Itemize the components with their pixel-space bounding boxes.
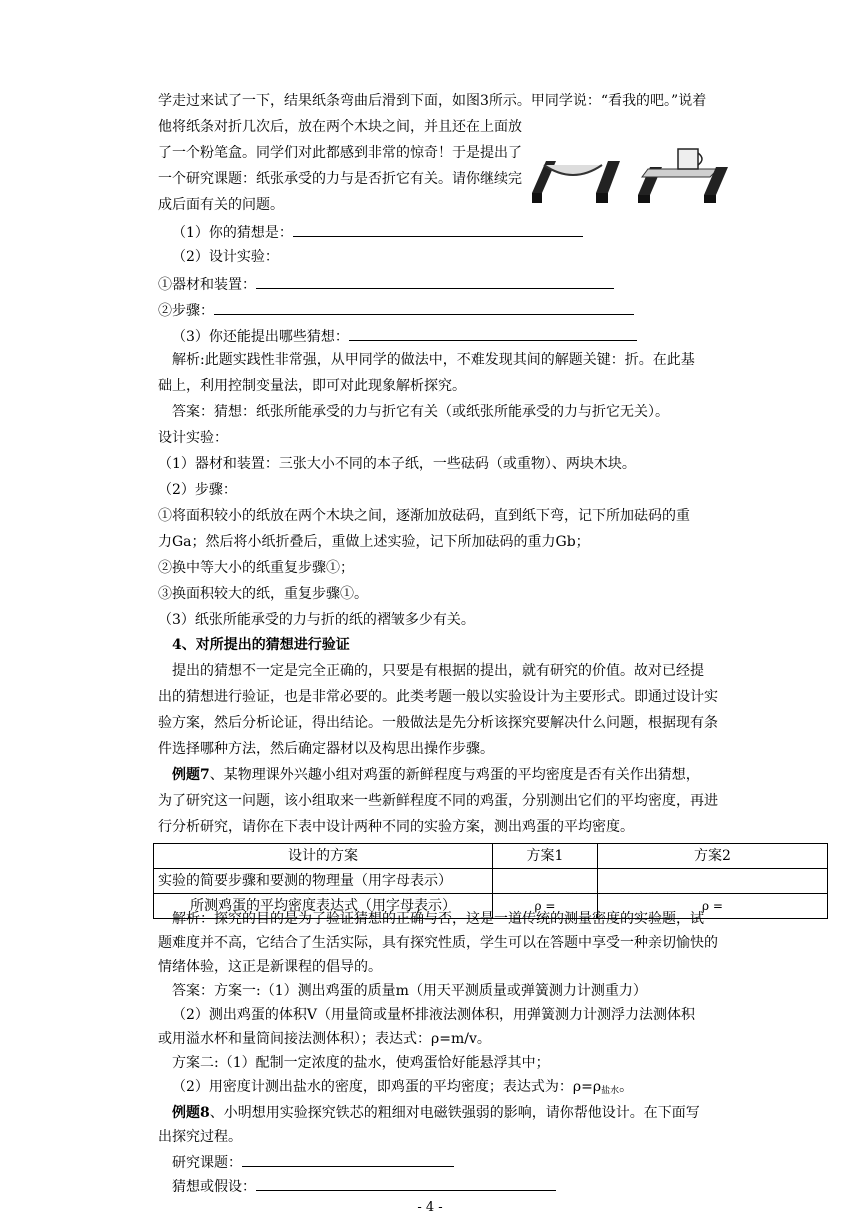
answer-blank-guess[interactable] <box>293 218 583 237</box>
example-8-text: 、小明想用实验探究铁芯的粗细对电磁铁强弱的影响，请你帮他设计。在下面写 <box>209 1105 700 1121</box>
table-cell: 实验的简要步骤和要测的物理量（用字母表示） <box>154 869 493 894</box>
analysis-1-step-2: ②换中等大小的纸重复步骤①； <box>158 560 354 576</box>
figure-3-illustration <box>528 145 738 205</box>
intro-line-3: 了一个粉笔盒。同学们对此都感到非常的惊奇！于是提出了 <box>158 145 522 161</box>
section-4-heading: 4、对所提出的猜想进行验证 <box>172 637 350 653</box>
answer-blank-steps[interactable] <box>214 296 634 315</box>
analysis-2-plan-2-a: 方案二:（1）配制一定浓度的盐水，使鸡蛋恰好能悬浮其中； <box>172 1055 550 1071</box>
section-4-para-1: 提出的猜想不一定是完全正确的，只要是有根据的提出，就有研究的价值。故对已经提 <box>172 663 704 679</box>
analysis-1-design: 设计实验： <box>158 430 228 446</box>
analysis-1-line-1: 解析:此题实践性非常强，从甲同学的做法中，不难发现其间的解题关键：折。在此基 <box>172 352 695 368</box>
analysis-2-plan-1-c: 或用溢水杯和量筒间接法测体积）；表达式：ρ=m/v。 <box>158 1031 491 1047</box>
table-header-cell: 方案2 <box>598 844 828 869</box>
plan-2-text: （2）用密度计测出盐水的密度，即鸡蛋的平均密度；表达式为：ρ=ρ <box>172 1079 602 1095</box>
analysis-1-equipment: （1）器材和装置：三张大小不同的本子纸，一些砝码（或重物）、两块木块。 <box>158 456 636 472</box>
question-2a-label: ①器材和装置： <box>158 277 256 293</box>
table-cell[interactable]: ρ = <box>598 894 828 919</box>
intro-line-5: 成后面有关的问题。 <box>158 197 284 213</box>
analysis-2-plan-1-b: （2）测出鸡蛋的体积V（用量筒或量杯排液法测体积，用弹簧测力计测浮力法测体积 <box>172 1007 696 1023</box>
answer-blank-hypothesis[interactable] <box>256 1172 556 1191</box>
plan-2-end: 。 <box>619 1079 634 1095</box>
analysis-1-steps-label: （2）步骤： <box>158 482 237 498</box>
table-cell-input[interactable] <box>493 869 598 894</box>
analysis-1-step-1a: ①将面积较小的纸放在两个木块之间，逐渐加放砝码，直到纸下弯，记下所加砝码的重 <box>158 508 690 524</box>
hypothesis-label: 猜想或假设： <box>172 1179 256 1195</box>
example-7-line-1 <box>172 762 700 788</box>
question-2: （2）设计实验： <box>172 249 279 265</box>
analysis-1-step-3: ③换面积较大的纸，重复步骤①。 <box>158 586 368 602</box>
hypothesis <box>172 1172 556 1198</box>
table-cell-input[interactable] <box>598 869 828 894</box>
example-8-label: 例题8 <box>172 1105 210 1121</box>
table-row <box>154 869 828 894</box>
research-topic <box>172 1148 454 1174</box>
question-2b-label: ②步骤： <box>158 303 214 319</box>
section-4-para-2: 出的猜想进行验证，也是非常必要的。此类考题一般以实验设计为主要形式。即通过设计实 <box>158 689 718 705</box>
table-cell[interactable]: ρ = <box>493 894 598 919</box>
analysis-2-line-1: 解析：探究的目的是为了验证猜想的正确与否，这是一道传统的测量密度的实验题，试 <box>172 911 704 927</box>
question-3 <box>172 322 637 348</box>
table-header-cell: 设计的方案 <box>154 844 493 869</box>
analysis-2-plan-2-b <box>172 1074 633 1100</box>
question-1 <box>172 218 583 244</box>
example-7-label: 例题7 <box>172 767 210 783</box>
page-number: - 4 - <box>417 1200 443 1215</box>
analysis-2-plan-1-a: 答案：方案一:（1）测出鸡蛋的质量m（用天平测质量或弹簧测力计测重力） <box>172 983 647 999</box>
table-header-row <box>154 844 828 869</box>
intro-line-1: 学走过来试了一下，结果纸条弯曲后滑到下面，如图3所示。甲同学说：“看我的吧。”说着 <box>158 93 707 109</box>
analysis-1-line-2: 础上，利用控制变量法，即可对此现象解析探究。 <box>158 378 466 394</box>
analysis-2-line-2: 题难度并不高，它结合了生活实际，具有探究性质，学生可以在答题中享受一种亲切愉快的 <box>158 935 718 951</box>
question-2b <box>158 296 634 322</box>
example-8-line-1 <box>172 1100 700 1126</box>
answer-blank-topic[interactable] <box>242 1148 454 1167</box>
intro-line-4: 一个研究课题：纸张承受的力与是否折它有关。请你继续完 <box>158 171 522 187</box>
answer-blank-other-guess[interactable] <box>349 322 637 341</box>
question-3-label: （3）你还能提出哪些猜想： <box>172 329 349 345</box>
table-cell: 所测鸡蛋的平均密度表达式（用字母表示） <box>154 894 493 919</box>
section-4-para-4: 件选择哪种方法，然后确定器材以及构思出操作步骤。 <box>158 741 494 757</box>
analysis-1-guess-3: （3）纸张所能承受的力与折的纸的褶皱多少有关。 <box>158 612 475 628</box>
table-header-cell: 方案1 <box>493 844 598 869</box>
example-7-line-2: 为了研究这一问题，该小组取来一些新鲜程度不同的鸡蛋，分别测出它们的平均密度，再进 <box>158 793 718 809</box>
example-7-line-3: 行分析研究，请你在下表中设计两种不同的实验方案，测出鸡蛋的平均密度。 <box>158 819 634 835</box>
question-1-label: （1）你的猜想是： <box>172 225 293 241</box>
answer-blank-equipment[interactable] <box>256 270 614 289</box>
analysis-1-step-1b: 力Ga；然后将小纸折叠后，重做上述实验，记下所加砝码的重力Gb； <box>158 534 590 550</box>
example-8-line-2: 出探究过程。 <box>158 1129 242 1145</box>
analysis-2-line-3: 情绪体验，这正是新课程的倡导的。 <box>158 959 382 975</box>
analysis-1-answer: 答案：猜想：纸张所能承受的力与折它有关（或纸张所能承受的力与折它无关）。 <box>172 404 669 420</box>
example-7-text: 、某物理课外兴趣小组对鸡蛋的新鲜程度与鸡蛋的平均密度是否有关作出猜想， <box>209 767 700 783</box>
density-subscript: 盐水 <box>601 1086 620 1096</box>
intro-line-2: 他将纸条对折几次后，放在两个木块之间，并且还在上面放 <box>158 119 522 135</box>
research-topic-label: 研究课题： <box>172 1155 242 1171</box>
question-2a <box>158 270 614 296</box>
section-4-para-3: 验方案，然后分析论证，得出结论。一般做法是先分析该探究要解决什么问题，根据现有条 <box>158 715 718 731</box>
